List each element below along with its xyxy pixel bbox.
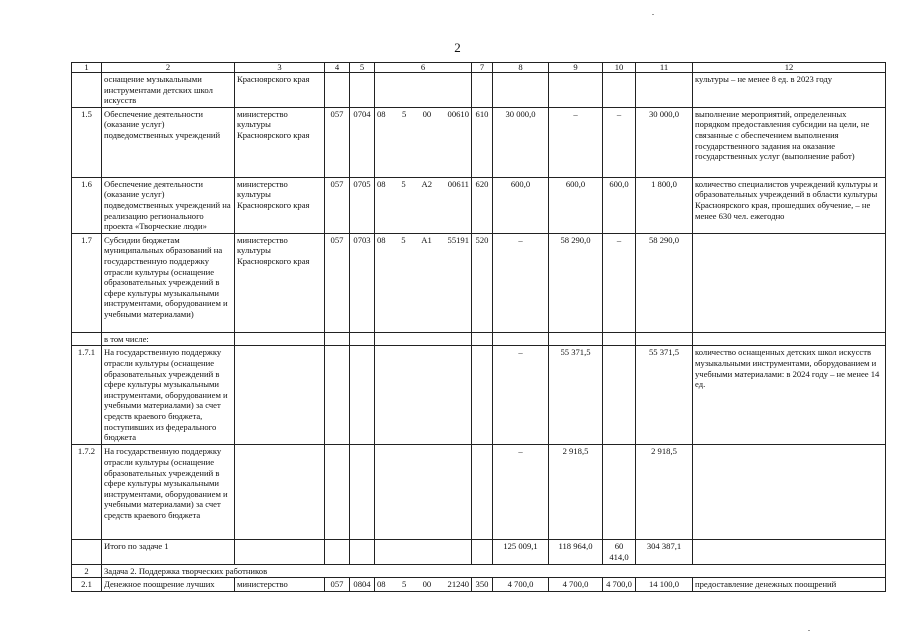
target-article-part: 00610 — [447, 108, 469, 119]
cell-name: На государственную поддержку отрасли культуры (оснащение образовательных учреждений в сфере культуры музыкальными инструментами, оборудованием и учебными материалами) за счет средств краевого бюджета — [102, 445, 235, 540]
target-article-part: 55191 — [447, 234, 469, 245]
cell-value-2023: 30 000,0 — [493, 107, 549, 177]
cell-value-total: 55 371,5 — [636, 346, 693, 445]
cell-value-total — [636, 73, 693, 108]
target-article-part: 08 — [377, 178, 386, 189]
target-article-part: 5 — [401, 579, 407, 590]
header-cell: 8 — [493, 63, 549, 73]
cell-value-2023: 4 700,0 — [493, 578, 549, 592]
cell-result: выполнение мероприятий, определенных порядком предоставления субсидии на цели, не связанные с обеспечением выполнения государственного задания на оказание государственных услуг (выполнение работ) — [693, 107, 886, 177]
cell-rzpr: 0704 — [350, 107, 375, 177]
cell-value-2025 — [603, 445, 636, 540]
cell-value-2024: 118 964,0 — [549, 540, 603, 564]
cell-value-2023: – — [493, 346, 549, 445]
cell-target-article — [375, 540, 472, 564]
cell-result: количество оснащенных детских школ искусств музыкальными инструментами, оборудованием и учебными материалами: в 2024 году – не менее 14 ед. — [693, 346, 886, 445]
cell-value-2023: 600,0 — [493, 177, 549, 233]
target-article-part: 21240 — [447, 579, 469, 590]
cell-rzpr: 0804 — [350, 578, 375, 592]
cell-rzpr: 0705 — [350, 177, 375, 233]
cell-number: 2 — [72, 564, 102, 578]
target-article-part: 08 — [377, 234, 386, 245]
cell-target-article — [375, 346, 472, 445]
cell-grbs — [325, 73, 350, 108]
cell-value-2024: 58 290,0 — [549, 233, 603, 332]
cell-number: 1.5 — [72, 107, 102, 177]
cell-number: 1.7.2 — [72, 445, 102, 540]
cell-vr — [472, 73, 493, 108]
header-cell: 11 — [636, 63, 693, 73]
table-row — [72, 332, 886, 346]
cell-value-2024: 4 700,0 — [549, 578, 603, 592]
cell-number — [72, 540, 102, 564]
cell-value-total: 2 918,5 — [636, 445, 693, 540]
cell-name: Обеспечение деятельности (оказание услуг) подведомственных учреждений — [102, 107, 235, 177]
cell-number — [72, 332, 102, 346]
cell-name: На государственную поддержку отрасли культуры (оснащение образовательных учреждений в сфере культуры музыкальными инструментами, оборудованием и учебными материалами) за счет средств краевого бюджета, поступивших из федерального бюджета — [102, 346, 235, 445]
cell-vr — [472, 445, 493, 540]
cell-result — [693, 332, 886, 346]
cell-number: 1.6 — [72, 177, 102, 233]
table-row — [72, 578, 886, 592]
target-article-part: А2 — [421, 178, 432, 189]
target-article-part: А1 — [421, 234, 432, 245]
cell-result — [693, 540, 886, 564]
header-cell: 3 — [235, 63, 325, 73]
cell-value-2023 — [493, 73, 549, 108]
cell-value-2025: – — [603, 233, 636, 332]
cell-target-article — [375, 177, 472, 233]
cell-value-total: 58 290,0 — [636, 233, 693, 332]
cell-name: оснащение музыкальными инструментами детских школ искусств — [102, 73, 235, 108]
cell-name: Денежное поощрение лучших — [102, 578, 235, 592]
cell-administrator — [235, 540, 325, 564]
cell-value-2025: 4 700,0 — [603, 578, 636, 592]
header-cell: 1 — [72, 63, 102, 73]
target-article-part: 00 — [422, 108, 432, 119]
cell-value-2023: 125 009,1 — [493, 540, 549, 564]
cell-name: Обеспечение деятельности (оказание услуг) подведомственных учреждений на реализацию регионального проекта «Творческие люди» — [102, 177, 235, 233]
cell-value-total: 1 800,0 — [636, 177, 693, 233]
cell-value-2025: 600,0 — [603, 177, 636, 233]
cell-administrator: министерство культуры Красноярского края — [235, 177, 325, 233]
cell-number: 1.7.1 — [72, 346, 102, 445]
table-row — [72, 445, 886, 540]
cell-vr: 350 — [472, 578, 493, 592]
target-article-part: 00611 — [447, 178, 469, 189]
cell-value-2025 — [603, 73, 636, 108]
cell-administrator — [235, 346, 325, 445]
cell-administrator: министерство — [235, 578, 325, 592]
scan-speck — [652, 14, 654, 15]
cell-target-article — [375, 578, 472, 592]
header-cell: 2 — [102, 63, 235, 73]
cell-vr: 620 — [472, 177, 493, 233]
header-cell: 4 — [325, 63, 350, 73]
scan-speck — [808, 630, 810, 631]
cell-grbs — [325, 445, 350, 540]
table-row — [72, 177, 886, 233]
cell-target-article — [375, 73, 472, 108]
cell-value-total — [636, 332, 693, 346]
cell-rzpr — [350, 540, 375, 564]
cell-grbs — [325, 332, 350, 346]
cell-vr — [472, 346, 493, 445]
cell-value-total: 30 000,0 — [636, 107, 693, 177]
target-article-part: 5 — [401, 178, 406, 189]
table-row — [72, 346, 886, 445]
cell-result: количество специалистов учреждений культуры и образовательных учреждений в области культуры Красноярского края, прошедших обучение, – не менее 630 чел. ежегодно — [693, 177, 886, 233]
header-cell: 12 — [693, 63, 886, 73]
cell-rzpr — [350, 332, 375, 346]
header-cell: 9 — [549, 63, 603, 73]
cell-value-2024: – — [549, 107, 603, 177]
header-cell: 10 — [603, 63, 636, 73]
cell-grbs: 057 — [325, 177, 350, 233]
header-row — [72, 63, 886, 73]
cell-vr: 520 — [472, 233, 493, 332]
cell-value-2024 — [549, 332, 603, 346]
task-title: Задача 2. Поддержка творческих работников — [102, 564, 886, 578]
cell-administrator — [235, 332, 325, 346]
cell-name: в том числе: — [102, 332, 235, 346]
cell-number: 1.7 — [72, 233, 102, 332]
target-article-part: 08 — [377, 579, 386, 590]
cell-grbs — [325, 346, 350, 445]
cell-rzpr — [350, 445, 375, 540]
budget-table — [71, 62, 886, 592]
cell-value-total: 14 100,0 — [636, 578, 693, 592]
cell-grbs: 057 — [325, 233, 350, 332]
cell-rzpr: 0703 — [350, 233, 375, 332]
target-article-part: 5 — [401, 234, 406, 245]
cell-target-article — [375, 332, 472, 346]
cell-target-article — [375, 445, 472, 540]
cell-value-2024: 55 371,5 — [549, 346, 603, 445]
target-article-part: 00 — [422, 579, 432, 590]
cell-value-2024: 2 918,5 — [549, 445, 603, 540]
cell-value-2025: 60 414,0 — [603, 540, 636, 564]
table-row — [72, 233, 886, 332]
cell-value-2025: – — [603, 107, 636, 177]
cell-result — [693, 445, 886, 540]
cell-value-2024 — [549, 73, 603, 108]
cell-administrator: министерство культуры Красноярского края — [235, 107, 325, 177]
table-row — [72, 107, 886, 177]
cell-target-article — [375, 233, 472, 332]
cell-vr: 610 — [472, 107, 493, 177]
cell-vr — [472, 540, 493, 564]
table-row — [72, 73, 886, 108]
cell-result: культуры – не менее 8 ед. в 2023 году — [693, 73, 886, 108]
table-row — [72, 540, 886, 564]
cell-name: Итого по задаче 1 — [102, 540, 235, 564]
cell-value-2023 — [493, 332, 549, 346]
cell-result: предоставление денежных поощрений — [693, 578, 886, 592]
cell-number — [72, 73, 102, 108]
cell-value-2024: 600,0 — [549, 177, 603, 233]
cell-grbs: 057 — [325, 578, 350, 592]
header-cell: 5 — [350, 63, 375, 73]
cell-name: Субсидии бюджетам муниципальных образований на государственную поддержку отрасли культуры (оснащение образовательных учреждений в сфере культуры музыкальными инструментами, оборудованием и учебными материалами) — [102, 233, 235, 332]
target-article-part: 08 — [377, 108, 386, 119]
header-cell: 7 — [472, 63, 493, 73]
page-number: 2 — [454, 40, 461, 55]
cell-result — [693, 233, 886, 332]
cell-value-2023: – — [493, 445, 549, 540]
cell-target-article — [375, 107, 472, 177]
cell-rzpr — [350, 346, 375, 445]
cell-vr — [472, 332, 493, 346]
cell-value-2025 — [603, 346, 636, 445]
cell-number: 2.1 — [72, 578, 102, 592]
cell-rzpr — [350, 73, 375, 108]
task-row — [72, 564, 886, 578]
cell-grbs — [325, 540, 350, 564]
cell-administrator — [235, 445, 325, 540]
cell-administrator: Красноярского края — [235, 73, 325, 108]
header-cell: 6 — [375, 63, 472, 73]
cell-value-total: 304 387,1 — [636, 540, 693, 564]
cell-value-2025 — [603, 332, 636, 346]
cell-grbs: 057 — [325, 107, 350, 177]
target-article-part: 5 — [401, 108, 407, 119]
cell-administrator: министерство культуры Красноярского края — [235, 233, 325, 332]
cell-value-2023: – — [493, 233, 549, 332]
